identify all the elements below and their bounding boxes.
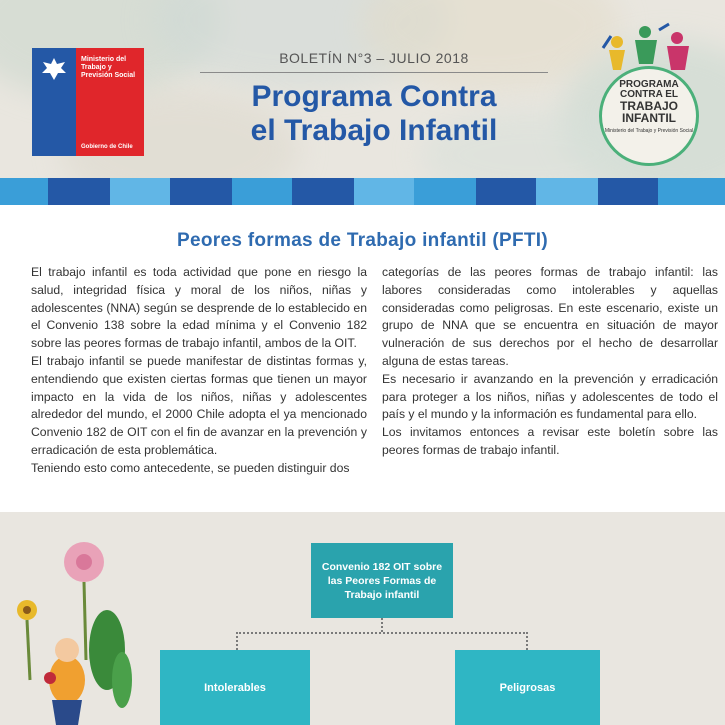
page-title (200, 80, 548, 148)
diagram-connector (236, 632, 238, 650)
stripe-segment (658, 178, 725, 205)
child-with-flowers-illustration (12, 540, 137, 725)
article-heading: Peores formas de Trabajo infantil (PFTI) (177, 230, 548, 251)
bulletin-number: BOLETÍN N°3 – JULIO 2018 (279, 50, 469, 66)
stripe-segment (0, 178, 48, 205)
stripe-segment (232, 178, 292, 205)
paragraph: El trabajo infantil es toda actividad que pone en riesgo la salud, integridad física y moral de los niños, niñas y adolescentes (NNA) según se desprende de lo establecido en el Convenio 138 sobre la edad mínima y el Convenio 182 sobre las peores formas de trabajo infantil, ambos de la OIT. (31, 265, 367, 351)
stripe-segment (170, 178, 232, 205)
program-logo-line: TRABAJO (619, 99, 678, 113)
diagram-connector (526, 632, 528, 650)
stripe-segment (292, 178, 354, 205)
program-logo-sub: Ministerio del Trabajo y Previsión Social (604, 128, 694, 134)
government-label: Gobierno de Chile (81, 144, 133, 150)
government-logo (32, 48, 144, 156)
diagram-box-peligrosas: Peligrosas (455, 650, 600, 725)
diagram-connector (236, 632, 528, 634)
paragraph: El trabajo infantil se puede manifestar de distintas formas y, entendiendo que existen ciertas formas que tienen un mayor impacto en la vida de los niños, niñas y adolescentes alrededor del mundo, el 2000 Chile adopta el ya mencionado Convenio 182 de OIT con el fin de avanzar en la prevención y erradicación de esta problemática. (31, 353, 367, 457)
paragraph: categorías de las peores formas de trabajo infantil: las labores consideradas como intolerables y aquellas consideradas como peligrosas. En este escenario, existe un grupo de NNA que se encuentra en situación de mayor vulneración de sus derechos por el hecho de desarrollar alguna de estas tareas. (382, 265, 718, 368)
stripe-segment (536, 178, 598, 205)
article-column-right (382, 264, 718, 460)
program-logo-line: INFANTIL (622, 111, 676, 125)
article-column-left (31, 264, 367, 478)
paragraph: Es necesario ir avanzando en la prevención y erradicación para proteger a los niños, niñas y adolescentes de todo el país y el mundo y la información es fundamental para ello. (382, 371, 718, 422)
stripe-segment (598, 178, 658, 205)
diagram-box-intolerables: Intolerables (160, 650, 310, 725)
paragraph: Los invitamos entonces a revisar este boletín sobre las peores formas de trabajo infantil. (382, 425, 718, 457)
coat-of-arms-icon (38, 56, 70, 84)
stripe-segment (414, 178, 476, 205)
paragraph: Teniendo esto como antecedente, se pueden distinguir dos (31, 460, 350, 475)
ministry-name: Ministerio del Trabajo y Previsión Social (81, 56, 136, 79)
stripe-segment (476, 178, 536, 205)
stripe-segment (110, 178, 170, 205)
diagram-root-box: Convenio 182 OIT sobre las Peores Formas de Trabajo infantil (311, 543, 453, 618)
stripe-segment (354, 178, 414, 205)
program-logo-line: PROGRAMA (619, 79, 679, 90)
header-banner (0, 0, 725, 178)
diagram-connector (381, 618, 383, 632)
divider (200, 72, 548, 73)
program-logo-line: CONTRA EL (620, 89, 678, 100)
color-stripe (0, 178, 725, 205)
stripe-segment (48, 178, 110, 205)
program-logo (595, 20, 705, 160)
title-line-2: el Trabajo Infantil (250, 114, 498, 147)
title-line-1: Programa Contra (251, 80, 497, 113)
